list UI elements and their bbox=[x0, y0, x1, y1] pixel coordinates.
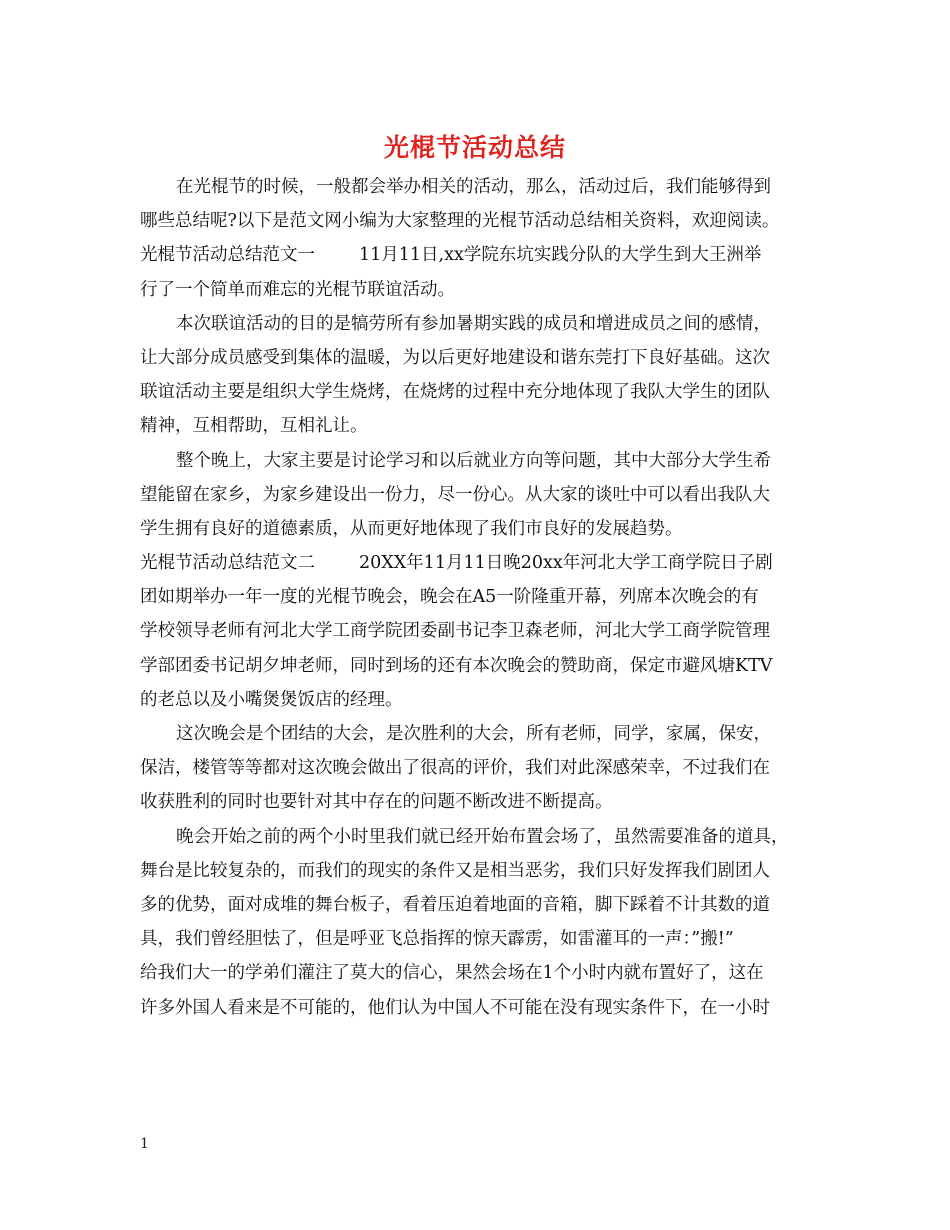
text-line: 本次联谊活动的目的是犒劳所有参加暑期实践的成员和增进成员之间的感情， bbox=[176, 313, 771, 334]
text-segment: 20XX年11月11日晚20xx年河北大学工商学院日子剧 bbox=[359, 553, 773, 574]
text-line: 给我们大一的学弟们灌注了莫大的信心，果然会场在1个小时内就布置好了，这在 bbox=[140, 963, 764, 984]
text-line: 学部团委书记胡夕坤老师，同时到场的还有本次晚会的赞助商，保定市避风塘KTV bbox=[140, 655, 773, 676]
text-line: 的老总以及小嘴煲煲饭店的经理。 bbox=[140, 689, 403, 710]
text-line bbox=[140, 238, 812, 272]
text-line: 学生拥有良好的道德素质，从而更好地体现了我们市良好的发展趋势。 bbox=[140, 518, 683, 539]
text-line: 学校领导老师有河北大学工商学院团委副书记李卫森老师，河北大学工商学院管理 bbox=[140, 621, 770, 642]
text-line: 在光棍节的时候，一般都会举办相关的活动，那么，活动过后，我们能够得到 bbox=[176, 177, 771, 197]
text-line: 多的优势，面对成堆的舞台板子，看着压迫着地面的音箱，脚下踩着不计其数的道 bbox=[140, 894, 770, 915]
document-title: 光棍节活动总结 bbox=[383, 133, 566, 162]
document-body bbox=[140, 170, 812, 1025]
text-line: 望能留在家乡，为家乡建设出一份力，尽一份心。从大家的谈吐中可以看出我队大 bbox=[140, 484, 770, 505]
text-line: 舞台是比较复杂的，而我们的现实的条件又是相当恶劣，我们只好发挥我们剧团人 bbox=[140, 860, 770, 881]
section-heading: 光棍节活动总结范文一 bbox=[140, 245, 315, 266]
text-line: 让大部分成员感受到集体的温暖，为以后更好地建设和谐东莞打下良好基础。这次 bbox=[140, 347, 770, 368]
text-line: 团如期举办一年一度的光棍节晚会，晚会在A5一阶隆重开幕，列席本次晚会的有 bbox=[140, 587, 759, 608]
section-heading: 光棍节活动总结范文二 bbox=[140, 553, 315, 574]
text-line: 保洁，楼管等等都对这次晚会做出了很高的评价，我们对此深感荣幸，不过我们在 bbox=[140, 758, 770, 779]
text-line: 收获胜利的同时也要针对其中存在的问题不断改进不断提高。 bbox=[140, 792, 613, 813]
text-line: 整个晚上，大家主要是讨论学习和以后就业方向等问题，其中大部分大学生希 bbox=[176, 450, 771, 471]
text-line: 行了一个简单而难忘的光棍节联谊活动。 bbox=[140, 279, 455, 300]
text-line bbox=[140, 546, 812, 580]
text-line: 哪些总结呢?以下是范文网小编为大家整理的光棍节活动总结相关资料，欢迎阅读。 bbox=[140, 211, 780, 232]
text-line: 许多外国人看来是不可能的，他们认为中国人不可能在没有现实条件下，在一小时 bbox=[140, 997, 770, 1018]
text-segment: 11月11日,xx学院东坑实践分队的大学生到大王洲举 bbox=[359, 245, 762, 266]
text-line: 精神，互相帮助，互相礼让。 bbox=[140, 416, 368, 437]
page-number: 1 bbox=[140, 1136, 149, 1152]
text-line: 联谊活动主要是组织大学生烧烤，在烧烤的过程中充分地体现了我队大学生的团队 bbox=[140, 382, 770, 403]
text-line: 晚会开始之前的两个小时里我们就已经开始布置会场了，虽然需要准备的道具， bbox=[176, 826, 789, 847]
text-line: 具，我们曾经胆怯了，但是呼亚飞总指挥的惊天霹雳，如雷灌耳的一声：”搬!” bbox=[140, 929, 734, 950]
text-line: 这次晚会是个团结的大会，是次胜利的大会，所有老师，同学，家属，保安， bbox=[176, 724, 771, 744]
